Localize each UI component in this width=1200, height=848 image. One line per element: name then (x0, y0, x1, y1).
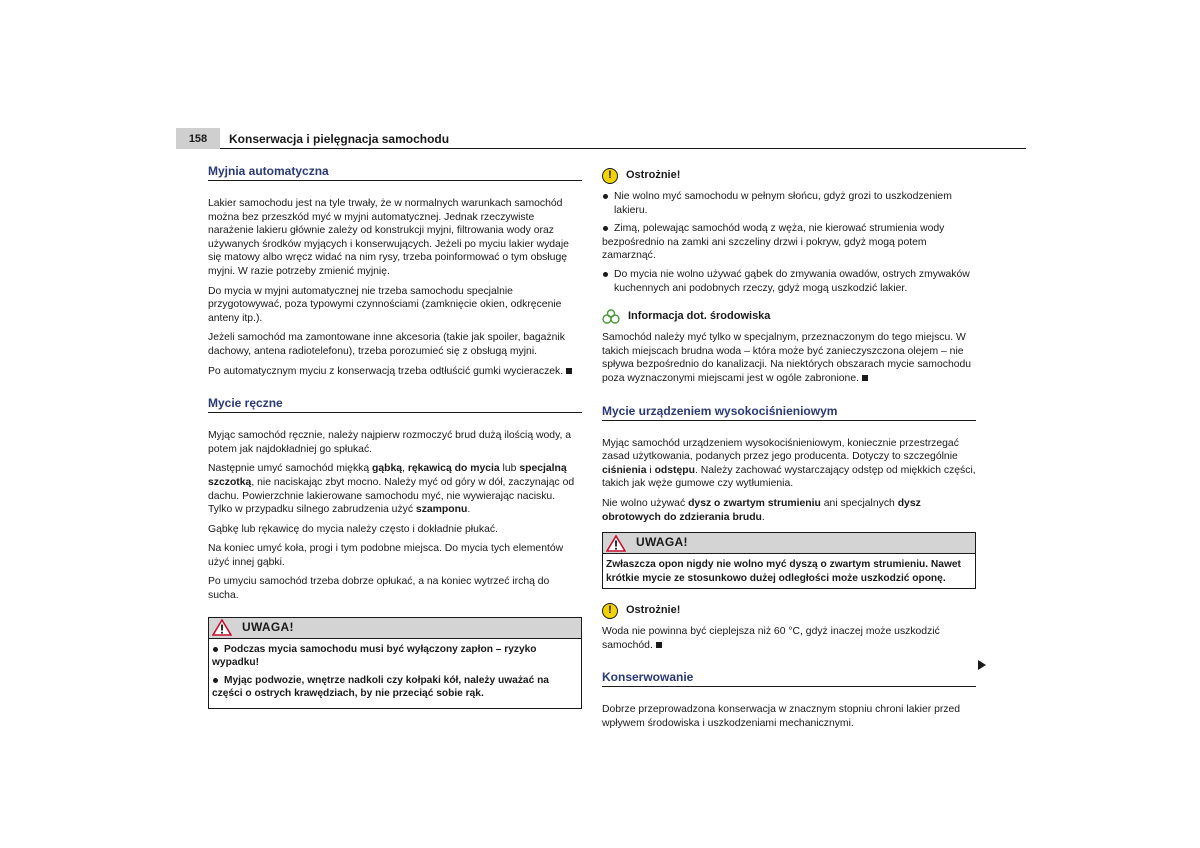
warning-header (209, 618, 581, 639)
warning-triangle-icon (212, 619, 232, 636)
section-title-preservation: Konserwowanie (602, 670, 976, 687)
paragraph: Lakier samochodu jest na tyle trwały, że w normalnych warunkach samochód można bez przeszkód myć w myjni automatycznej. Jednak rzeczywiste narażenie lakieru głównie zależy od konstrukcji myjni, filtrowania wody oraz używanych środków myjących i konserwujących. Jeżeli po myciu lakier wydaje się matowy albo wręcz widać na nim rysy, trzeba poinformować o tym obsługę myjni. W razie potrzeby zmienić myjnię. (208, 198, 569, 277)
section-title-hand-wash: Mycie ręczne (208, 396, 582, 413)
bold-run: ciśnienia (602, 464, 647, 476)
text-run: , nie naciskając zbyt mocno. Należy myć od góry w dół, zaczynając od dachu. Powierzchnie lakierowane samochodu myć, nie wywierając nacisku. Tylko w przypadku silnego zabrudzenia użyć (208, 476, 575, 516)
text-run: . Należy zachować wystarczający odstęp od miękkich części, takich jak węże gumowe czy wytłumienia. (602, 464, 976, 490)
caution-exclamation-icon: ! (602, 168, 618, 184)
text-run: i (646, 464, 655, 476)
section-end-marker (656, 642, 662, 648)
warning-box (602, 532, 976, 589)
paragraph (602, 437, 976, 491)
warning-title: UWAGA! (636, 535, 688, 550)
paragraph: Do mycia w myjni automatycznej nie trzeba samochodu specjalnie przygotowywać, poza typowymi czynnościami (zamknięcie okien, odkręcenie anteny itp.). (208, 285, 562, 324)
caution-exclamation-icon: ! (602, 603, 618, 619)
warning-body (209, 639, 581, 708)
list-item: Do mycia nie wolno używać gąbek do zmywania owadów, ostrych zmywaków kuchennych ani podobnych rzeczy, gdyż mogą uszkodzić lakier. (602, 268, 976, 295)
text-run: . (467, 504, 471, 516)
list-item: Zimą, polewając samochód wodą z węża, nie kierować strumienia wody bezpośrednio na zamki ani szczeliny drzwi i pokryw, gdyż mogą potem zamarznąć. (602, 222, 976, 263)
page-number: 158 (176, 128, 220, 149)
text-run: Nie wolno używać (602, 497, 689, 509)
chapter-title: Konserwacja i pielęgnacja samochodu (229, 132, 450, 146)
section-end-marker (566, 368, 572, 374)
warning-triangle-icon (606, 535, 626, 552)
caution-title: Ostrożnie! (626, 604, 681, 617)
paragraph (602, 625, 976, 652)
left-column (208, 164, 582, 719)
bold-run: rękawicą do mycia (407, 463, 500, 475)
environment-title: Informacja dot. środowiska (628, 310, 771, 323)
text-run: ani specjalnych (820, 497, 898, 509)
paragraph: Gąbkę lub rękawicę do mycia należy często i dokładnie płukać. (208, 523, 498, 535)
text-run: . (761, 511, 765, 523)
bold-run: dysz obrotowych do zdzierania brudu (602, 497, 921, 523)
text-run: Następnie umyć samochód miękką (208, 463, 373, 475)
paragraph (602, 497, 976, 524)
right-column (602, 168, 976, 737)
paragraph (602, 331, 976, 385)
paragraph: Po umyciu samochód trzeba dobrze opłukać, a na koniec wytrzeć irchą do sucha. (208, 576, 550, 602)
environment-leaf-icon (602, 309, 620, 325)
list-item: Myjąc podwozie, wnętrze nadkoli czy kołpaki kół, należy uważać na części o ostrych krawędziach, by nie przeciąć sobie rąk. (212, 674, 578, 701)
paragraph: Myjąc samochód ręcznie, należy najpierw rozmoczyć brud dużą ilością wody, a potem jak najdokładniej go spłukać. (208, 430, 572, 455)
paragraph: Jeżeli samochód ma zamontowane inne akcesoria (takie jak spoiler, bagażnik dachowy, antena radiotelefonu), trzeba porozumieć się z obsługą myjni. (208, 332, 565, 357)
warning-box (208, 617, 582, 709)
paragraph-text: Po automatycznym myciu z konserwacją trzeba odtłuścić gumki wycieraczek. (208, 365, 564, 377)
paragraph: Na koniec umyć koła, progi i tym podobne miejsca. Do mycia tych elementów użyć innej gąbki. (208, 543, 564, 568)
paragraph (208, 462, 582, 516)
caution-header (602, 603, 976, 619)
paragraph-text: Woda nie powinna być cieplejsza niż 60 °C, gdyż inaczej może uszkodzić samochód. (602, 626, 940, 651)
bold-run: gąbką (372, 463, 403, 475)
list-item: Podczas mycia samochodu musi być wyłączony zapłon – ryzyko wypadku! (212, 643, 578, 670)
bold-run: dysz o zwartym strumieniu (688, 497, 821, 509)
text-run: , (402, 463, 408, 475)
caution-title: Ostrożnie! (626, 169, 681, 182)
paragraph (208, 365, 582, 379)
warning-header (603, 533, 975, 554)
list-item: Nie wolno myć samochodu w pełnym słońcu, gdyż grozi to uszkodzeniem lakieru. (602, 190, 976, 217)
paragraph-text: Samochód należy myć tylko w specjalnym, przeznaczonym do tego miejscu. W takich miejscach brudna woda – która może być zanieczyszczona olejem – nie spływa bezpośrednio do kanalizacji. Na niektórych obszarach mycie samochodu poza wyznaczonymi miejscami jest w ogóle zabronione. (602, 332, 972, 384)
section-title-automatic-wash: Myjnia automatyczna (208, 164, 582, 181)
bold-run: specjalną szczotką (208, 463, 567, 488)
environment-header (602, 309, 976, 325)
paragraph: Dobrze przeprowadzona konserwacja w znacznym stopniu chroni lakier przed wpływem środowiska i uszkodzeniami mechanicznymi. (602, 704, 961, 730)
section-title-pressure-wash: Mycie urządzeniem wysokociśnieniowym (602, 404, 976, 421)
warning-body: Zwłaszcza opon nigdy nie wolno myć dyszą o zwartym strumieniu. Nawet krótkie mycie ze stosunkowo dużej odległości może uszkodzić oponę. (606, 559, 961, 584)
continue-arrow-icon (978, 660, 986, 670)
section-end-marker (862, 375, 868, 381)
caution-header (602, 168, 976, 184)
bold-run: odstępu (654, 464, 695, 476)
text-run: lub (499, 463, 520, 475)
bold-run: szamponu (415, 504, 468, 516)
page-header (176, 128, 1026, 149)
text-run: Myjąc samochód urządzeniem wysokociśnieniowym, koniecznie przestrzegać zasad użytkowania, podanych przez jego producenta. Dotyczy to szczególnie (602, 437, 959, 463)
warning-title: UWAGA! (242, 619, 294, 634)
